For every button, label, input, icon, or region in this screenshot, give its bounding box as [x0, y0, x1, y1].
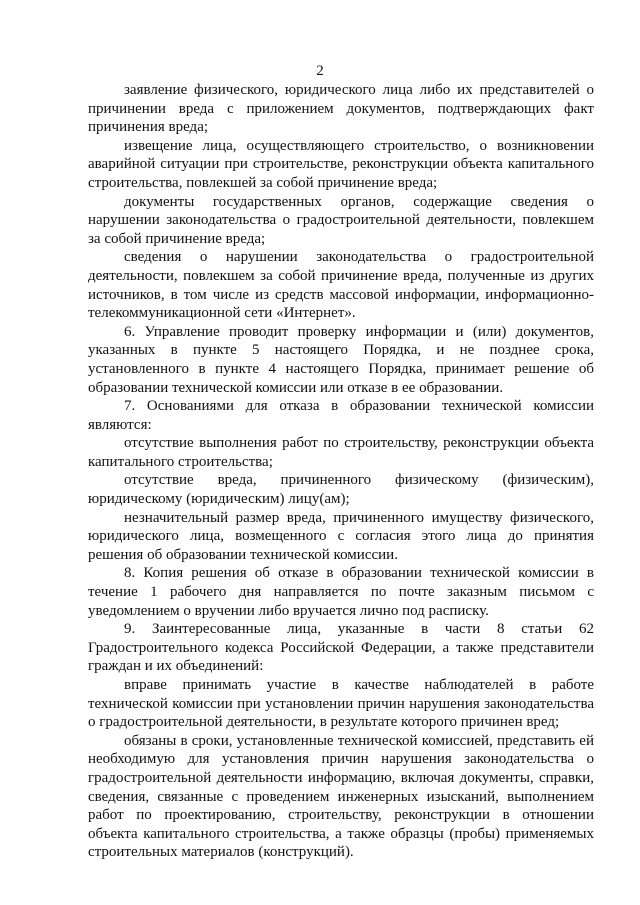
paragraph-item-6: 6. Управление проводит проверку информации и (или) документов, указанных в пункте 5 настоящего Порядка, и не позднее срока, установленного в пункте 4 настоящего Порядка, принимает решение об образовании технической комиссии или отказе в ее образовании.: [88, 323, 594, 396]
paragraph-no-harm: отсутствие вреда, причиненного физическому (физическим), юридическому (юридическим) лицу(ам);: [88, 472, 594, 508]
paragraph-application: заявление физического, юридического лица либо их представителей о причинении вреда с приложением документов, подтверждающих факт причинения вреда;: [88, 82, 594, 136]
paragraph-notice: извещение лица, осуществляющего строительство, о возникновении аварийной ситуации при строительстве, реконструкции объекта капитального строительства, повлекшей за собой причинение вреда;: [88, 137, 594, 191]
paragraph-other-sources: сведения о нарушении законодательства о градостроительной деятельности, повлекшем за собой причинение вреда, полученные из других источников, в том числе из средств массовой информации, информационно-телекоммуникационной сети «Интернет».: [88, 249, 594, 322]
page-number: 2: [316, 63, 324, 79]
paragraph-state-documents: документы государственных органов, содержащие сведения о нарушении законодательства о градостроительной деятельности, повлекшем за собой причинение вреда;: [88, 193, 594, 247]
paragraph-no-works: отсутствие выполнения работ по строительству, реконструкции объекта капитального строительства;: [88, 435, 594, 470]
paragraph-item-9: 9. Заинтересованные лица, указанные в части 8 статьи 62 Градостроительного кодекса Российской Федерации, а также представители граждан и их объединений:: [88, 621, 594, 675]
paragraph-obligation: обязаны в сроки, установленные технической комиссией, представить ей необходимую для установления причин нарушения законодательства о градостроительной деятельности информацию, включая документы, справки, сведения, связанные с проведением инженерных изысканий, выполнением работ по проектированию, строительству, реконструкции в отношении объекта капитального строительства, а также образцы (пробы) применяемых строительных материалов (конструкций).: [88, 732, 594, 861]
paragraph-item-7: 7. Основаниями для отказа в образовании технической комиссии являются:: [88, 398, 594, 433]
document-body: [88, 81, 594, 862]
paragraph-right-to-observe: вправе принимать участие в качестве наблюдателей в работе технической комиссии при установлении причин нарушения законодательства о градостроительной деятельности, в результате которого причинен вред;: [88, 677, 594, 731]
paragraph-minor-harm: незначительный размер вреда, причиненного имуществу физического, юридического лица, возмещенного с согласия этого лица до принятия решения об образовании технической комиссии.: [88, 509, 594, 563]
paragraph-item-8: 8. Копия решения об отказе в образовании технической комиссии в течение 1 рабочего дня направляется по почте заказным письмом с уведомлением о вручении либо вручается лично под расписку.: [88, 565, 594, 619]
